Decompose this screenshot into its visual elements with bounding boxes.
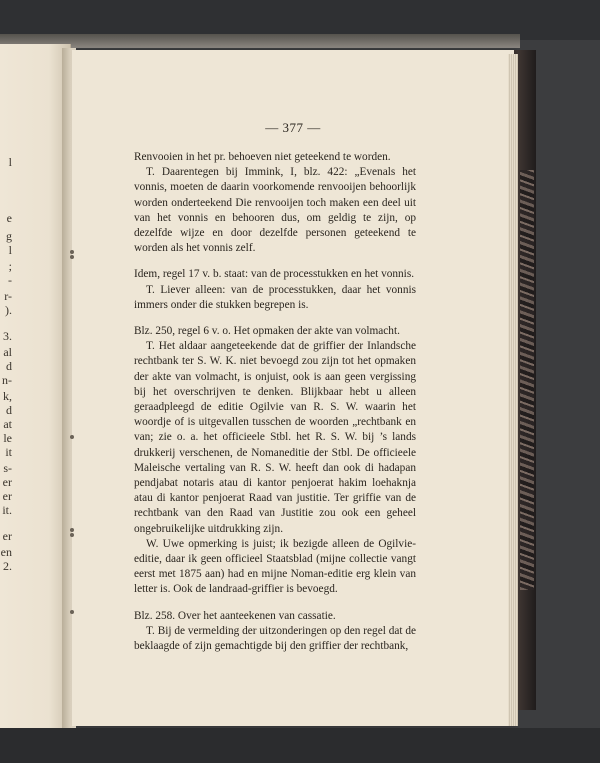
binding-stitch [70,533,74,537]
margin-fragment: n- [2,373,12,387]
margin-fragment: le [3,431,12,445]
margin-fragment: g [6,229,12,243]
paragraph: W. Uwe opmerking is juist; ik bezigde alleen de Ogilvie-editie, daar ik geen officieel Staatsblad (mijne collectie vangt eerst met 1875 aan) had en mijne Noman-editie erg klein van letter is. Ook de landraad-griffier is bevoegd. [134,537,416,596]
margin-fragment: d [6,403,12,417]
page-body [134,150,416,654]
binding-stitch [70,610,74,614]
margin-fragment: d [6,359,12,373]
paragraph: Idem, regel 17 v. b. staat: van de processtukken en het vonnis. [134,268,415,281]
margin-fragment: e [6,211,12,225]
margin-fragment: er [2,529,12,543]
margin-fragment: er [2,475,12,489]
book-binding [0,34,520,48]
paragraph: T. Daarentegen bij Immink, I, blz. 422: „Evenals het vonnis, moeten de daarin voorkomende renvooijen behoorlijk worden onderteekend Die renvooijen toch maken een deel uit van het vonnis en behooren dus, om geldig te zijn, op dezelfde wijze en door dezelfde personen geteekend te worden als het vonnis zelf. [134,166,416,255]
margin-fragment: ; [8,259,12,273]
margin-fragment: k, [3,389,12,403]
binding-stitch [70,528,74,532]
margin-fragment: - [8,273,12,287]
margin-fragment: r- [4,289,12,303]
margin-fragment: l [8,243,12,257]
paragraph: Blz. 258. Over het aanteekenen van cassatie. [134,609,336,622]
paragraph: Renvooien in het pr. behoeven niet geteekend te worden. [134,151,391,163]
page-edges [508,54,518,726]
margin-fragment: s- [3,461,12,475]
margin-fragment: en [0,545,12,559]
margin-fragment: it. [2,503,12,517]
binding-stitch [70,435,74,439]
binding-stitch [70,250,74,254]
paragraph: T. Bij de vermelding der uitzonderingen op den regel dat de beklaagde of zijn gemachtigde bij den griffier der rechtbank, [134,624,416,653]
margin-fragment: l [8,155,12,169]
page-number: — 377 — [265,120,321,135]
paragraph: T. Liever alleen: van de processtukken, daar het vonnis immers onder die stukken begrepen is. [134,283,416,311]
paragraph: Blz. 250, regel 6 v. o. Het opmaken der akte van volmacht. [134,325,400,338]
margin-fragment: at [3,417,12,431]
binding-stitch [70,255,74,259]
margin-fragment: it [5,445,12,459]
paragraph: T. Het aldaar aangeteekende dat de griffier der Inlandsche rechtbank ter S. W. K. niet bevoegd zou zijn tot het opmaken der akte van volmacht, is onjuist, ook is aan geen vergissing bij het overschrijven te denken. Blijkbaar hebt u alleen geraadpleegd de editie Ogilvie van R. S. W. waarin het woordje of is uitgevallen tusschen de woorden „rechtbank en van; zie o. a. het officieele Stbl. het R. S. W. bij ’s lands drukkerij verschenen, de Nomaneditie der Stbl. De officieele Maleische vertaling van R. S. W. heeft dan ook di hadapan pendjabat notaris atau di kantor penjoerat hakim loehaknja atau di kantor penjoerat Raad van justitie. Ter griffie van de rechtbank van den Raad van Justitie zou ook een geheel ongebruikelijke uitdrukking zijn. [134,340,416,535]
margin-fragment: ). [5,303,12,317]
background-bottom [0,728,600,763]
margin-fragment: 3. [3,329,12,343]
margin-fragment: al [3,345,12,359]
margin-fragment: 2. [3,559,12,573]
margin-fragment: er [2,489,12,503]
left-page-margin-text [0,44,14,728]
